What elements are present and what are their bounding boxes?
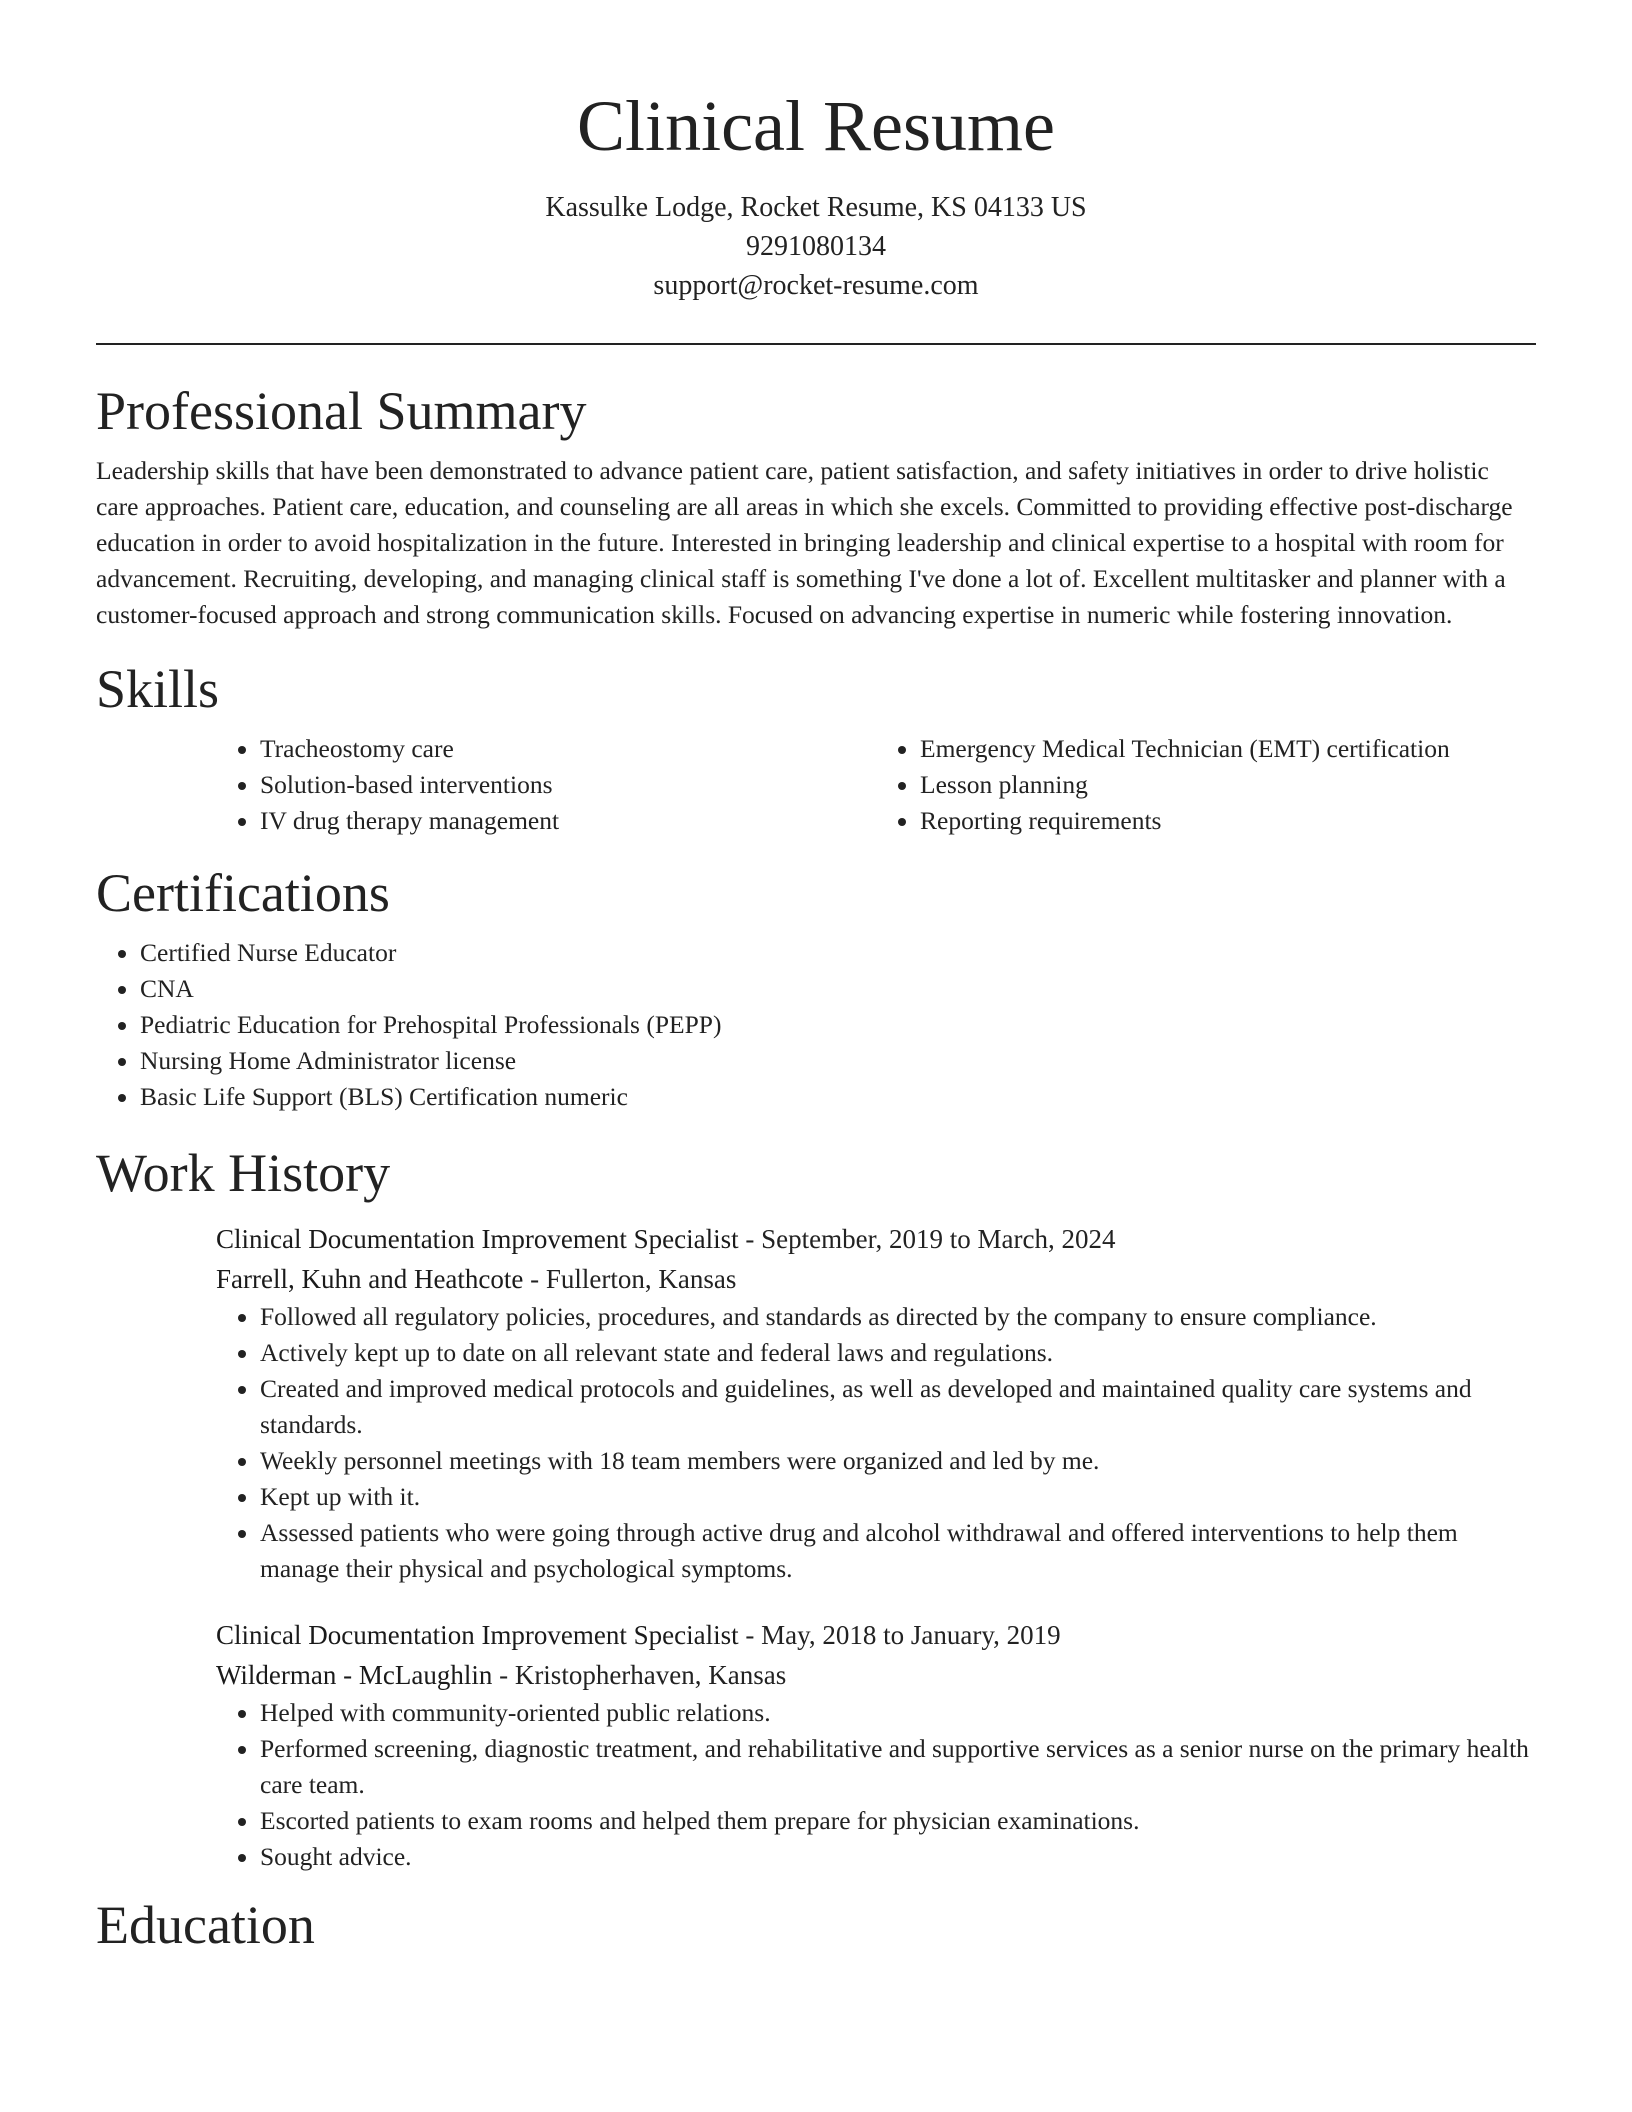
certifications-section: [96, 861, 1536, 1115]
job-title-line: [216, 1615, 1536, 1655]
skill-item: • Solution-based interventions: [260, 767, 876, 803]
skill-item: • Emergency Medical Technician (EMT) certification: [920, 731, 1536, 767]
skill-item: • IV drug therapy management: [260, 803, 876, 839]
job-dates: - May, 2018 to January, 2019: [738, 1620, 1061, 1650]
job-company-line: [216, 1259, 1536, 1299]
job-entry: [216, 1219, 1536, 1587]
job-company: Farrell, Kuhn and Heathcote: [216, 1264, 524, 1294]
skill-item: • Lesson planning: [920, 767, 1536, 803]
education-heading: Education: [96, 1895, 315, 1955]
job-position: Clinical Documentation Improvement Specialist: [216, 1620, 739, 1650]
education-section: [96, 1893, 1536, 1957]
certification-item: • Certified Nurse Educator: [140, 935, 1536, 971]
job-duty-item: • Actively kept up to date on all relevant state and federal laws and regulations.: [260, 1335, 1536, 1371]
header-divider: [96, 343, 1536, 345]
job-duty-item: • Followed all regulatory policies, procedures, and standards as directed by the company to ensure compliance.: [260, 1299, 1536, 1335]
job-location: - Kristopherhaven, Kansas: [492, 1660, 787, 1690]
summary-section: [96, 379, 1536, 633]
job-position: Clinical Documentation Improvement Specialist: [216, 1224, 739, 1254]
work-history-heading: Work History: [96, 1143, 391, 1203]
job-duty-item: • Sought advice.: [260, 1839, 1536, 1875]
job-duty-item: • Weekly personnel meetings with 18 team members were organized and led by me.: [260, 1443, 1536, 1479]
skills-left-list: [216, 731, 876, 839]
job-duty-item: • Kept up with it.: [260, 1479, 1536, 1515]
job-duty-item: • Created and improved medical protocols and guidelines, as well as developed and maintained quality care systems and standards.: [260, 1371, 1536, 1443]
contact-address: Kassulke Lodge, Rocket Resume, KS 04133 US: [545, 192, 1087, 223]
job-title-line: [216, 1219, 1536, 1259]
job-duties-list: [216, 1695, 1536, 1875]
certification-item: • Nursing Home Administrator license: [140, 1043, 1536, 1079]
work-history-section: [96, 1141, 1536, 1875]
contact-info: [96, 188, 1536, 305]
resume-page: [96, 0, 1536, 1957]
skill-item: • Reporting requirements: [920, 803, 1536, 839]
certification-item: • Pediatric Education for Prehospital Professionals (PEPP): [140, 1007, 1536, 1043]
certification-item: • CNA: [140, 971, 1536, 1007]
summary-text: Leadership skills that have been demonstrated to advance patient care, patient satisfaction, and safety initiatives in order to drive holistic care approaches. Patient care, education, and counseling are all areas in which she excels. Committed to providing effective post-discharge education in order to avoid hospitalization in the future. Interested in bringing leadership and clinical expertise to a hospital with room for advancement. Recruiting, developing, and managing clinical staff is something I've done a lot of. Excellent multitasker and planner with a customer-focused approach and strong communication skills. Focused on advancing expertise in numeric while fostering innovation.: [96, 456, 1513, 629]
resume-name: Clinical Resume: [577, 86, 1055, 166]
contact-email: support@rocket-resume.com: [653, 270, 979, 301]
certifications-heading: Certifications: [96, 863, 390, 923]
skills-section: [96, 657, 1536, 839]
job-location: - Fullerton, Kansas: [523, 1264, 737, 1294]
resume-header: [96, 0, 1536, 305]
certifications-list: [96, 935, 1536, 1115]
job-entry: [216, 1615, 1536, 1875]
skill-item: • Tracheostomy care: [260, 731, 876, 767]
job-duty-item: • Performed screening, diagnostic treatment, and rehabilitative and supportive services as a senior nurse on the primary health care team.: [260, 1731, 1536, 1803]
certification-item: • Basic Life Support (BLS) Certification numeric: [140, 1079, 1536, 1115]
skills-heading: Skills: [96, 659, 220, 719]
job-company: Wilderman - McLaughlin: [216, 1660, 493, 1690]
summary-heading: Professional Summary: [96, 381, 587, 441]
job-duty-item: • Helped with community-oriented public relations.: [260, 1695, 1536, 1731]
skills-right-list: [876, 731, 1536, 839]
contact-phone: 9291080134: [746, 231, 886, 262]
job-duties-list: [216, 1299, 1536, 1587]
job-dates: - September, 2019 to March, 2024: [738, 1224, 1116, 1254]
job-duty-item: • Assessed patients who were going through active drug and alcohol withdrawal and offered interventions to help them manage their physical and psychological symptoms.: [260, 1515, 1536, 1587]
skills-grid: [216, 731, 1536, 839]
job-duty-item: • Escorted patients to exam rooms and helped them prepare for physician examinations.: [260, 1803, 1536, 1839]
job-company-line: [216, 1655, 1536, 1695]
